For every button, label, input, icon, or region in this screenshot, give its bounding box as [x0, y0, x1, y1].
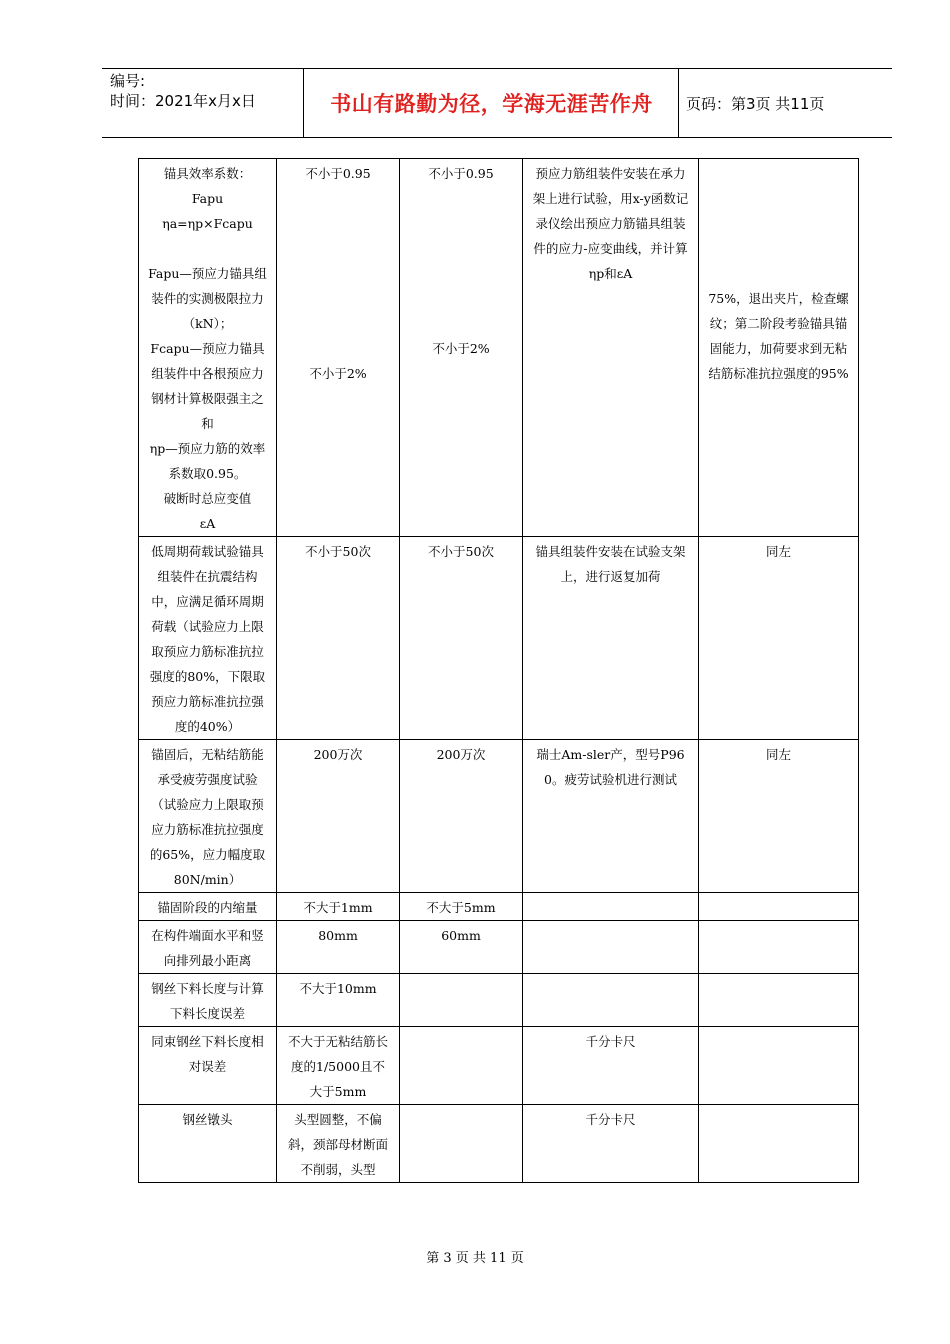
table-cell-method: 瑞士Am-sler产，型号P960。疲劳试验机进行测试 [523, 740, 699, 893]
table-cell-remark [699, 1027, 859, 1105]
table-cell-method: 锚具组装件安装在试验支架上，进行返复加荷 [523, 537, 699, 740]
table-cell-requirement: 不大于5mm [400, 893, 523, 921]
table-cell-requirement: 200万次 [277, 740, 400, 893]
requirement-efficiency: 不小于0.95 [428, 166, 494, 181]
table-cell-requirement: 不小于50次 [277, 537, 400, 740]
table-row [139, 159, 859, 537]
header-divider [303, 69, 304, 137]
table-cell-method: 千分卡尺 [523, 1105, 699, 1183]
table-cell-requirement: 80mm [277, 921, 400, 974]
table-cell-requirement: 不小于50次 [400, 537, 523, 740]
table-cell-item: 锚固后，无粘结筋能承受疲劳强度试验（试验应力上限取预应力筋标准抗拉强度的65%，应力幅度取80N/min） [139, 740, 277, 893]
table-cell-requirement: 200万次 [400, 740, 523, 893]
table-cell-item: 在构件端面水平和竖向排列最小距离 [139, 921, 277, 974]
table-cell-requirement [400, 1027, 523, 1105]
header-motto: 书山有路勤为径，学海无涯苦作舟 [330, 92, 653, 116]
table-cell-item: 低周期荷载试验锚具组装件在抗震结构中，应满足循环周期荷载（试验应力上限取预应力筋标准抗拉强度的80%，下限取预应力筋标准抗拉强度的40%） [139, 537, 277, 740]
table-cell-requirement [400, 159, 523, 537]
requirement-strain: 不小于2% [432, 341, 490, 356]
table-cell-remark [699, 1105, 859, 1183]
table-cell-requirement: 头型圆整，不偏斜，颈部母材断面不削弱，头型 [277, 1105, 400, 1183]
page-footer: 第 3 页 共 11 页 [426, 1251, 524, 1266]
table-cell-method [523, 921, 699, 974]
table-cell-remark: 同左 [699, 537, 859, 740]
header-meta [110, 71, 300, 111]
table-row [139, 974, 859, 1027]
table-cell-requirement [277, 159, 400, 537]
table-row [139, 537, 859, 740]
requirement-strain: 不小于2% [309, 366, 367, 381]
requirement-efficiency: 不小于0.95 [305, 166, 371, 181]
table-cell-remark [699, 893, 859, 921]
table-cell-method: 千分卡尺 [523, 1027, 699, 1105]
table-cell-requirement [400, 974, 523, 1027]
table-row [139, 1105, 859, 1183]
table-cell-requirement: 60mm [400, 921, 523, 974]
spec-table [138, 158, 859, 1183]
table-cell-remark [699, 974, 859, 1027]
remark-text: 75%，退出夹片，检查螺纹；第二阶段考验锚具锚固能力，加荷要求到无粘结筋标准抗拉强度的95% [708, 291, 849, 381]
table-row [139, 921, 859, 974]
table-cell-item: 钢丝下料长度与计算下料长度误差 [139, 974, 277, 1027]
document-date: 时间：2021年x月x日 [110, 92, 256, 110]
table-cell-requirement: 不大于无粘结筋长度的1/5000且不大于5mm [277, 1027, 400, 1105]
table-cell-requirement: 不大于10mm [277, 974, 400, 1027]
table-cell-requirement [400, 1105, 523, 1183]
document-number-label: 编号: [110, 72, 146, 90]
table-cell-method: 预应力筋组装件安装在承力架上进行试验，用x-y函数记录仪绘出预应力筋锚具组装件的应力-应变曲线，并计算ηp和εA [523, 159, 699, 537]
table-cell-item: 锚具效率系数： Fapu ηa=ηp×Fcapu Fapu—预应力锚具组装件的实测极限拉力（kN）； Fcapu—预应力锚具组装件中各根预应力钢材计算极限强主之和 ηp—预应力筋的效率系数取0.95。 破断时总应变值 εA [139, 159, 277, 537]
table-cell-item: 钢丝镦头 [139, 1105, 277, 1183]
table-cell-item: 锚固阶段的内缩量 [139, 893, 277, 921]
page-header [102, 68, 892, 138]
table-cell-remark: 同左 [699, 740, 859, 893]
table-cell-remark [699, 159, 859, 537]
table-row [139, 740, 859, 893]
table-row [139, 893, 859, 921]
table-cell-remark [699, 921, 859, 974]
header-page-info: 页码：第3页 共11页 [686, 94, 825, 113]
table-cell-method [523, 893, 699, 921]
table-row [139, 1027, 859, 1105]
table-cell-method [523, 974, 699, 1027]
table-cell-requirement: 不大于1mm [277, 893, 400, 921]
table-cell-item: 同束钢丝下料长度相对误差 [139, 1027, 277, 1105]
header-divider [678, 69, 679, 137]
